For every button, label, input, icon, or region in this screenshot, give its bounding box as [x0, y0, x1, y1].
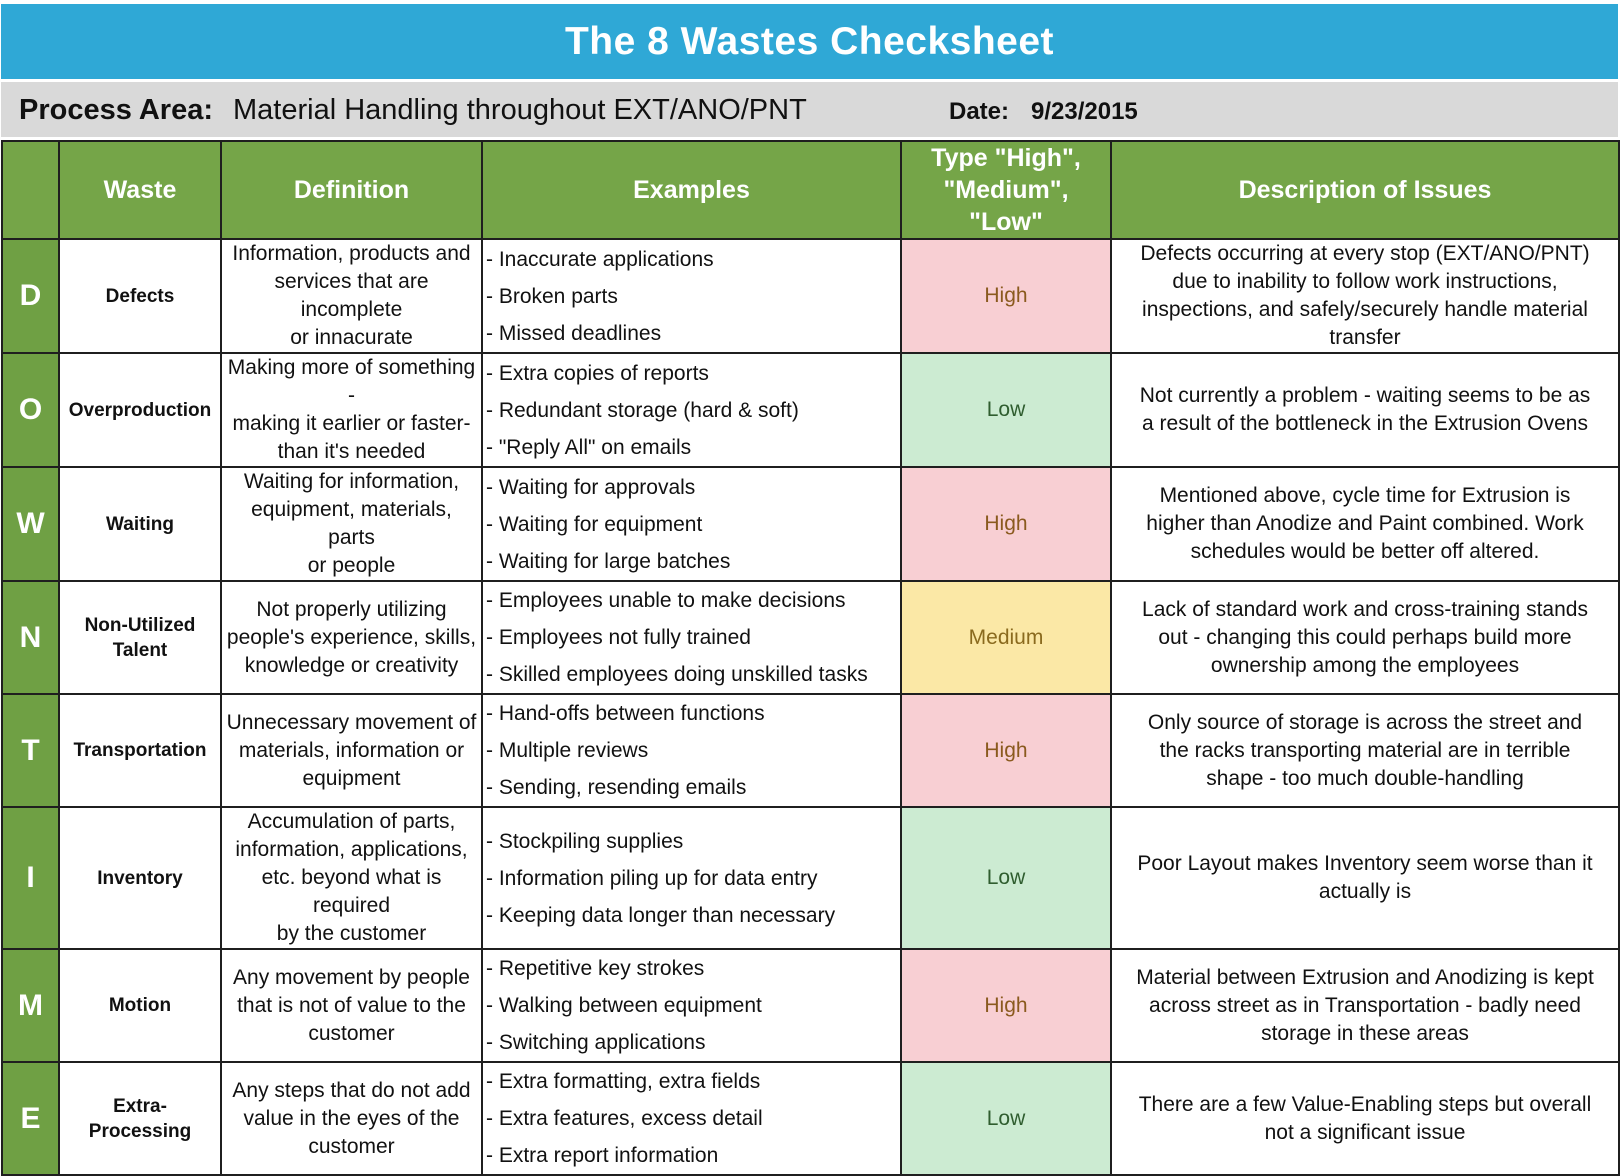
- example-item: - Broken parts: [486, 284, 618, 308]
- header-type: [901, 141, 1111, 239]
- description-line: across street as in Transportation - badly need: [1149, 993, 1581, 1017]
- waste-letter: M: [2, 949, 59, 1062]
- definition-line: value in the eyes of the: [243, 1106, 460, 1130]
- example-item: - Redundant storage (hard & soft): [486, 398, 799, 422]
- waste-name-line: Talent: [112, 639, 168, 661]
- definition-line: Not properly utilizing: [256, 597, 447, 621]
- definition-cell: [221, 581, 482, 694]
- definition-line: Any movement by people: [233, 965, 470, 989]
- table-row: [2, 239, 1619, 353]
- example-item: - Extra features, excess detail: [486, 1107, 763, 1130]
- description-line: Not currently a problem - waiting seems to be as: [1139, 384, 1591, 407]
- header-description: Description of Issues: [1111, 141, 1619, 239]
- description-line: due to inability to follow work instructions,: [1172, 270, 1558, 293]
- description-line: out - changing this could perhaps build more: [1158, 625, 1572, 649]
- issue-description: [1111, 807, 1619, 949]
- definition-line: services that are incomplete: [274, 270, 429, 321]
- waste-name-line: Overproduction: [68, 399, 212, 421]
- process-area-bar: [1, 82, 1618, 137]
- issue-description: [1111, 949, 1619, 1062]
- issue-description: [1111, 239, 1619, 353]
- severity-cell: Low: [901, 1062, 1111, 1175]
- waste-letter: E: [2, 1062, 59, 1175]
- definition-line: etc. beyond what is required: [261, 866, 442, 917]
- description-line: actually is: [1318, 880, 1412, 903]
- examples-cell: [482, 694, 901, 807]
- examples-cell: [482, 239, 901, 353]
- issue-description: [1111, 467, 1619, 581]
- header-type-line2: "Medium", "Low": [943, 176, 1069, 236]
- severity-cell: Low: [901, 353, 1111, 467]
- table-row: [2, 467, 1619, 581]
- description-line: There are a few Value-Enabling steps but overall: [1138, 1092, 1592, 1116]
- severity-cell: High: [901, 467, 1111, 581]
- example-item: - Extra report information: [486, 1144, 719, 1167]
- waste-name: [59, 694, 221, 807]
- definition-cell: [221, 353, 482, 467]
- definition-cell: [221, 239, 482, 353]
- example-item: - Waiting for equipment: [486, 512, 703, 536]
- definition-cell: [221, 694, 482, 807]
- description-line: Mentioned above, cycle time for Extrusion is: [1159, 484, 1571, 507]
- severity-cell: High: [901, 239, 1111, 353]
- date-value: 9/23/2015: [1031, 98, 1138, 125]
- example-item: - Switching applications: [486, 1031, 706, 1054]
- description-line: Poor Layout makes Inventory seem worse than it: [1137, 852, 1593, 875]
- examples-cell: [482, 1062, 901, 1175]
- waste-letter: T: [2, 694, 59, 807]
- example-item: - Hand-offs between functions: [486, 702, 765, 725]
- waste-name-line: Processing: [88, 1120, 192, 1142]
- definition-line: Making more of something -: [227, 356, 476, 407]
- definition-line: people's experience, skills,: [226, 625, 477, 649]
- waste-name-line: Defects: [105, 285, 175, 307]
- example-item: - Stockpiling supplies: [486, 829, 684, 853]
- issue-description: [1111, 581, 1619, 694]
- definition-line: knowledge or creativity: [244, 653, 459, 677]
- example-item: - "Reply All" on emails: [486, 435, 692, 459]
- table-row: [2, 353, 1619, 467]
- waste-name: [59, 239, 221, 353]
- definition-line: equipment: [302, 766, 401, 790]
- definition-line: by the customer: [276, 922, 427, 945]
- definition-line: Accumulation of parts,: [247, 810, 456, 833]
- example-item: - Repetitive key strokes: [486, 957, 705, 980]
- definition-cell: [221, 949, 482, 1062]
- table-row: [2, 1062, 1619, 1175]
- waste-name: [59, 467, 221, 581]
- waste-name-line: Waiting: [106, 513, 174, 535]
- process-area-value: Material Handling throughout EXT/ANO/PNT: [233, 94, 807, 126]
- definition-line: than it's needed: [277, 440, 426, 463]
- description-line: a result of the bottleneck in the Extrusion Ovens: [1142, 412, 1588, 435]
- waste-name: [59, 353, 221, 467]
- example-item: - Skilled employees doing unskilled tasks: [486, 663, 868, 686]
- severity-cell: High: [901, 949, 1111, 1062]
- example-item: - Walking between equipment: [486, 994, 762, 1017]
- example-item: - Sending, resending emails: [486, 776, 747, 799]
- example-item: - Information piling up for data entry: [486, 866, 818, 890]
- description-line: Lack of standard work and cross-training stands: [1142, 597, 1588, 621]
- example-item: - Missed deadlines: [486, 321, 662, 345]
- example-item: - Extra formatting, extra fields: [486, 1070, 761, 1093]
- description-line: not a significant issue: [1264, 1120, 1466, 1144]
- waste-name-line: Inventory: [97, 867, 183, 889]
- examples-cell: [482, 949, 901, 1062]
- severity-cell: Medium: [901, 581, 1111, 694]
- definition-line: customer: [308, 1021, 395, 1045]
- examples-cell: [482, 581, 901, 694]
- definition-cell: [221, 1062, 482, 1175]
- definition-line: that is not of value to the: [237, 993, 466, 1017]
- example-item: - Inaccurate applications: [486, 247, 714, 271]
- description-line: storage in these areas: [1261, 1021, 1469, 1045]
- waste-name-line: Transportation: [73, 740, 207, 761]
- table-row: [2, 949, 1619, 1062]
- waste-letter: D: [2, 239, 59, 353]
- description-line: ownership among the employees: [1210, 653, 1520, 677]
- example-item: - Waiting for large batches: [486, 549, 731, 573]
- description-line: shape - too much double-handling: [1206, 766, 1524, 790]
- description-line: the racks transporting material are in terrible: [1159, 738, 1571, 762]
- waste-letter: N: [2, 581, 59, 694]
- example-item: - Keeping data longer than necessary: [486, 903, 836, 927]
- header-waste: Waste: [59, 141, 221, 239]
- definition-line: making it earlier or faster-: [232, 412, 471, 435]
- examples-cell: [482, 353, 901, 467]
- description-line: higher than Anodize and Paint combined. Work: [1146, 512, 1584, 535]
- examples-cell: [482, 467, 901, 581]
- definition-line: Unnecessary movement of: [226, 710, 477, 734]
- example-item: - Employees not fully trained: [486, 626, 751, 649]
- issue-description: [1111, 694, 1619, 807]
- description-line: Only source of storage is across the street and: [1147, 710, 1583, 734]
- description-line: inspections, and safely/securely handle material: [1142, 298, 1588, 321]
- definition-line: or innacurate: [290, 326, 413, 349]
- definition-line: materials, information or: [238, 738, 465, 762]
- example-item: - Waiting for approvals: [486, 475, 696, 499]
- severity-cell: High: [901, 694, 1111, 807]
- example-item: - Extra copies of reports: [486, 361, 709, 385]
- header-examples: Examples: [482, 141, 901, 239]
- examples-cell: [482, 807, 901, 949]
- issue-description: [1111, 1062, 1619, 1175]
- date-label: Date:: [949, 98, 1010, 125]
- definition-line: or people: [307, 554, 396, 577]
- definition-cell: [221, 467, 482, 581]
- description-line: Material between Extrusion and Anodizing is kept: [1136, 965, 1594, 989]
- header-type-line1: Type "High",: [931, 144, 1081, 172]
- waste-name: [59, 807, 221, 949]
- waste-name: [59, 1062, 221, 1175]
- waste-letter: O: [2, 353, 59, 467]
- waste-name: [59, 949, 221, 1062]
- sheet-title: The 8 Wastes Checksheet: [1, 4, 1618, 79]
- definition-cell: [221, 807, 482, 949]
- header-definition: Definition: [221, 141, 482, 239]
- waste-name-line: Extra-: [113, 1095, 167, 1117]
- header-corner: [2, 141, 59, 239]
- waste-name: [59, 581, 221, 694]
- severity-cell: Low: [901, 807, 1111, 949]
- definition-line: Waiting for information,: [243, 470, 460, 493]
- table-row: [2, 807, 1619, 949]
- issue-description: [1111, 353, 1619, 467]
- definition-line: customer: [308, 1134, 395, 1158]
- description-line: transfer: [1329, 326, 1401, 349]
- table-row: [2, 581, 1619, 694]
- definition-line: information, applications,: [235, 838, 468, 861]
- description-line: schedules would be better off altered.: [1190, 540, 1540, 563]
- description-line: Defects occurring at every stop (EXT/ANO/PNT): [1140, 242, 1590, 265]
- example-item: - Employees unable to make decisions: [486, 589, 846, 612]
- example-item: - Multiple reviews: [486, 739, 649, 762]
- definition-line: Information, products and: [232, 242, 471, 265]
- wastes-table: [1, 140, 1620, 1176]
- waste-name-line: Motion: [108, 995, 172, 1016]
- waste-letter: W: [2, 467, 59, 581]
- process-area-label: Process Area:: [19, 94, 213, 126]
- waste-letter: I: [2, 807, 59, 949]
- header-row: [2, 141, 1619, 239]
- waste-name-line: Non-Utilized: [84, 614, 196, 636]
- definition-line: equipment, materials, parts: [251, 498, 452, 549]
- definition-line: Any steps that do not add: [232, 1078, 471, 1102]
- table-row: [2, 694, 1619, 807]
